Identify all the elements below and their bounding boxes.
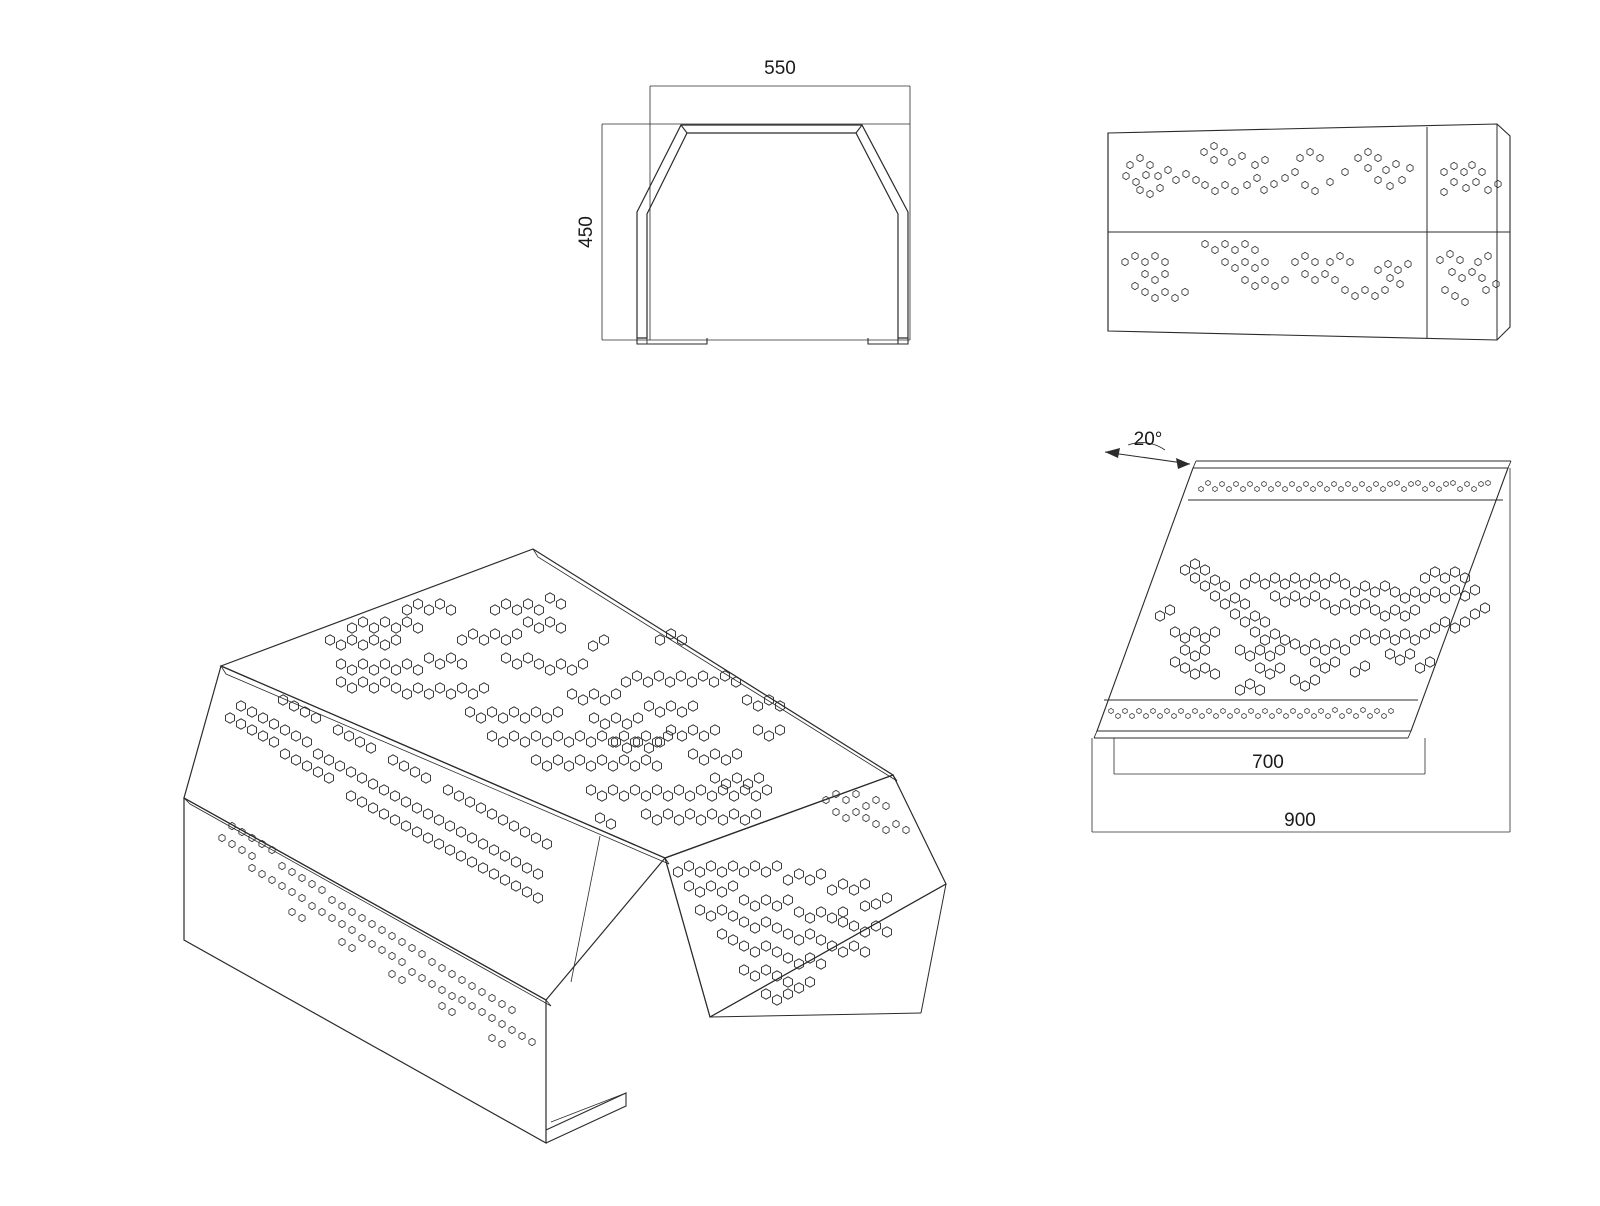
dimension-20deg-label: 20° — [1133, 429, 1163, 450]
dimension-700-label: 700 — [1252, 752, 1284, 773]
dimension-550-label: 550 — [764, 58, 796, 79]
dimension-900-label: 900 — [1284, 810, 1316, 831]
dimension-450-label: 450 — [576, 216, 597, 248]
